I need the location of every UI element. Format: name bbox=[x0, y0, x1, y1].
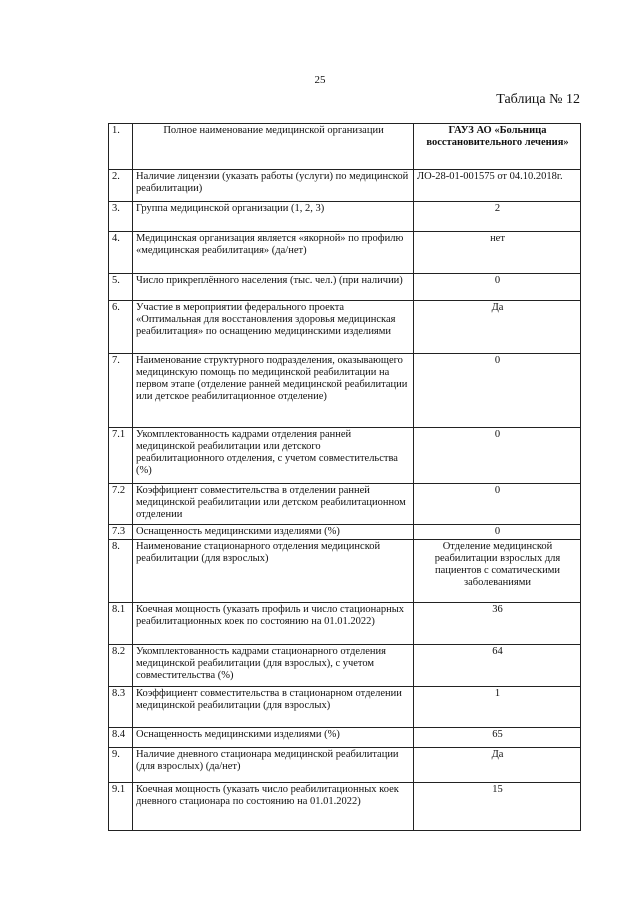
row-value: ЛО-28-01-001575 от 04.10.2018г. bbox=[414, 170, 581, 202]
row-label: Укомплектованность кадрами стационарного отделения медицинской реабилитации (для взрослых), с учетом совместительства (%) bbox=[133, 645, 414, 687]
row-label: Наличие дневного стационара медицинской реабилитации (для взрослых) (да/нет) bbox=[133, 748, 414, 783]
row-value: 2 bbox=[414, 202, 581, 232]
table-row bbox=[109, 202, 581, 232]
row-label: Медицинская организация является «якорной» по профилю «медицинская реабилитация» (да/нет) bbox=[133, 232, 414, 274]
row-label: Коечная мощность (указать число реабилитационных коек дневного стационара по состоянию на 01.01.2022) bbox=[133, 783, 414, 831]
row-value: 0 bbox=[414, 525, 581, 540]
row-number: 5. bbox=[109, 274, 133, 301]
page-number: 25 bbox=[314, 74, 326, 86]
row-label: Коэффициент совместительства в стационарном отделении медицинской реабилитации (для взрослых) bbox=[133, 687, 414, 728]
table-row bbox=[109, 645, 581, 687]
row-label: Наименование стационарного отделения медицинской реабилитации (для взрослых) bbox=[133, 540, 414, 603]
row-number: 4. bbox=[109, 232, 133, 274]
row-value: Да bbox=[414, 301, 581, 354]
table-row bbox=[109, 428, 581, 484]
row-number: 7.1 bbox=[109, 428, 133, 484]
row-number: 1. bbox=[109, 124, 133, 170]
row-number: 9. bbox=[109, 748, 133, 783]
row-label: Оснащенность медицинскими изделиями (%) bbox=[133, 525, 414, 540]
row-number: 7.2 bbox=[109, 484, 133, 525]
row-number: 8.1 bbox=[109, 603, 133, 645]
table-row bbox=[109, 274, 581, 301]
row-number: 6. bbox=[109, 301, 133, 354]
table-row bbox=[109, 783, 581, 831]
table-row bbox=[109, 170, 581, 202]
table-row bbox=[109, 540, 581, 603]
row-value: нет bbox=[414, 232, 581, 274]
row-label: Группа медицинской организации (1, 2, 3) bbox=[133, 202, 414, 232]
row-number: 3. bbox=[109, 202, 133, 232]
row-number: 8. bbox=[109, 540, 133, 603]
table-row bbox=[109, 525, 581, 540]
row-value: 15 bbox=[414, 783, 581, 831]
row-value: 1 bbox=[414, 687, 581, 728]
table-row bbox=[109, 354, 581, 428]
rehabilitation-info-table bbox=[108, 123, 581, 831]
table-row bbox=[109, 301, 581, 354]
row-label: Укомплектованность кадрами отделения ранней медицинской реабилитации или детского реабилитационного отделения, с учетом совместительства (%) bbox=[133, 428, 414, 484]
row-label: Участие в мероприятии федерального проекта «Оптимальная для восстановления здоровья медицинская реабилитация» по оснащению медицинскими изделиями bbox=[133, 301, 414, 354]
row-number: 7.3 bbox=[109, 525, 133, 540]
row-value: Отделение медицинской реабилитации взрослых для пациентов с соматическими заболеваниями bbox=[414, 540, 581, 603]
table-caption: Таблица № 12 bbox=[496, 92, 580, 107]
row-number: 9.1 bbox=[109, 783, 133, 831]
row-number: 8.2 bbox=[109, 645, 133, 687]
row-number: 2. bbox=[109, 170, 133, 202]
row-label: Оснащенность медицинскими изделиями (%) bbox=[133, 728, 414, 748]
table-row bbox=[109, 728, 581, 748]
row-value: 0 bbox=[414, 354, 581, 428]
row-value: 0 bbox=[414, 428, 581, 484]
row-number: 8.3 bbox=[109, 687, 133, 728]
row-value: 64 bbox=[414, 645, 581, 687]
row-number: 7. bbox=[109, 354, 133, 428]
row-label: Полное наименование медицинской организации bbox=[133, 124, 414, 170]
row-label: Число прикреплённого населения (тыс. чел.) (при наличии) bbox=[133, 274, 414, 301]
row-value: 36 bbox=[414, 603, 581, 645]
table-row bbox=[109, 124, 581, 170]
row-label: Коэффициент совместительства в отделении ранней медицинской реабилитации или детском реабилитационном отделении bbox=[133, 484, 414, 525]
row-value: 0 bbox=[414, 274, 581, 301]
row-value: 65 bbox=[414, 728, 581, 748]
row-value: 0 bbox=[414, 484, 581, 525]
table-row bbox=[109, 603, 581, 645]
row-label: Коечная мощность (указать профиль и число стационарных реабилитационных коек по состоянию на 01.01.2022) bbox=[133, 603, 414, 645]
row-value: ГАУЗ АО «Больница восстановительного лечения» bbox=[414, 124, 581, 170]
row-number: 8.4 bbox=[109, 728, 133, 748]
table-row bbox=[109, 484, 581, 525]
table-row bbox=[109, 687, 581, 728]
row-label: Наличие лицензии (указать работы (услуги) по медицинской реабилитации) bbox=[133, 170, 414, 202]
row-value: Да bbox=[414, 748, 581, 783]
table-row bbox=[109, 748, 581, 783]
row-label: Наименование структурного подразделения, оказывающего медицинскую помощь по медицинской реабилитации на первом этапе (отделение ранней медицинской реабилитации или детское реабилитационное отделение) bbox=[133, 354, 414, 428]
table-row bbox=[109, 232, 581, 274]
